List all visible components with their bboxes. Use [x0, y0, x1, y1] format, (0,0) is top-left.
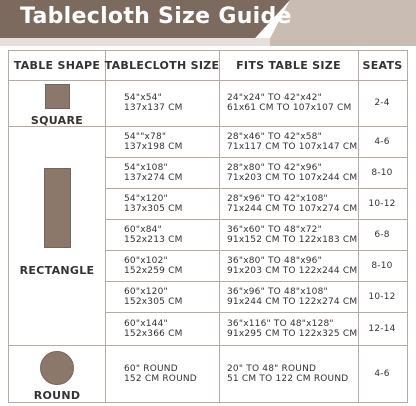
- fits-table-size-cell: [227, 80, 351, 126]
- seats-cell: [364, 312, 400, 345]
- seats-cell: [364, 250, 400, 281]
- seats-cell: [364, 157, 400, 188]
- size-cm: 137x305 CM: [124, 203, 183, 214]
- fits-inches: 36"x80" TO 48"x96": [227, 255, 322, 266]
- seats-value: 2-4: [374, 98, 390, 108]
- size-cm: 137x198 CM: [124, 141, 183, 152]
- fits-cm: 71x244 CM TO 107x274 CM: [227, 203, 358, 214]
- seats-value: 12-14: [368, 323, 396, 334]
- fits-inches: 36"x96" TO 48"x108": [227, 286, 328, 297]
- fits-cm: 91x152 CM TO 122x183 CM: [227, 234, 358, 245]
- fits-cm: 91x244 CM TO 122x274 CM: [227, 296, 358, 307]
- seats-cell: [364, 188, 400, 219]
- fits-table-size-cell: [227, 312, 357, 345]
- fits-table-size-cell: [227, 281, 357, 312]
- seats-cell: [364, 281, 400, 312]
- shape-label-square: SQUARE: [30, 114, 84, 127]
- column-divider: [105, 51, 106, 402]
- tablecloth-size-cell: [124, 345, 197, 402]
- size-cm: 137x274 CM: [124, 172, 183, 183]
- fits-table-size-cell: [227, 126, 357, 157]
- size-inches: 60"x120": [124, 286, 168, 297]
- tablecloth-size-cell: [124, 281, 183, 312]
- shape-cell-round: [9, 351, 105, 402]
- size-guide-table: [8, 50, 408, 403]
- fits-inches: 28"x46" TO 42"x58": [227, 131, 322, 142]
- size-cm: 137x137 CM: [124, 103, 183, 113]
- tablecloth-size-cell: [124, 312, 183, 345]
- fits-table-size-cell: [227, 188, 357, 219]
- tablecloth-size-cell: [124, 157, 183, 188]
- fits-inches: 36"x60" TO 48"x72": [227, 224, 322, 235]
- size-inches: 54"x120": [124, 193, 168, 204]
- fits-cm: 91x295 CM TO 122x325 CM: [227, 328, 358, 339]
- shape-label-rectangle: RECTANGLE: [19, 264, 95, 277]
- seats-value: 8-10: [371, 167, 393, 178]
- fits-cm: 51 CM TO 122 CM ROUND: [227, 373, 349, 384]
- fits-cm: 91x203 CM TO 122x244 CM: [227, 265, 358, 276]
- seats-cell: [364, 219, 400, 250]
- fits-cm: 61x61 CM TO 107x107 CM: [227, 103, 352, 113]
- seats-cell: [364, 126, 400, 157]
- header-fits-table-size: FITS TABLE SIZE: [236, 59, 341, 72]
- size-cm: 152x366 CM: [124, 328, 183, 339]
- size-inches: 60"x84": [124, 224, 162, 235]
- seats-value: 10-12: [368, 291, 396, 302]
- seats-value: 6-8: [374, 229, 390, 240]
- size-cm: 152x213 CM: [124, 234, 183, 245]
- seats-value: 4-6: [374, 368, 390, 379]
- seats-cell: [364, 345, 400, 402]
- seats-value: 4-6: [374, 136, 390, 147]
- header-seats: SEATS: [362, 59, 403, 72]
- column-divider: [219, 51, 220, 402]
- size-cm: 152x259 CM: [124, 265, 183, 276]
- tablecloth-size-cell: [124, 188, 183, 219]
- rectangle-swatch-icon: [44, 168, 71, 248]
- seats-cell: [364, 80, 400, 126]
- size-inches: 60"x102": [124, 255, 168, 266]
- size-cm: 152x305 CM: [124, 296, 183, 307]
- tablecloth-size-cell: [124, 219, 183, 250]
- fits-inches: 24"x24" TO 42"x42": [227, 93, 322, 103]
- size-inches: 54"x54": [124, 93, 162, 103]
- shape-cell-square: [9, 84, 105, 127]
- fits-cm: 71x203 CM TO 107x244 CM: [227, 172, 358, 183]
- square-swatch-icon: [45, 84, 70, 109]
- fits-table-size-cell: [227, 250, 357, 281]
- size-cm: 152 CM ROUND: [124, 373, 197, 384]
- tablecloth-size-cell: [124, 80, 183, 126]
- header-tablecloth-size: TABLECLOTH SIZE: [104, 59, 220, 72]
- tablecloth-size-cell: [124, 250, 183, 281]
- fits-cm: 71x117 CM TO 107x147 CM: [227, 141, 358, 152]
- fits-table-size-cell: [227, 219, 357, 250]
- banner-shadow: [0, 38, 270, 46]
- fits-table-size-cell: [227, 157, 357, 188]
- circle-swatch-icon: [40, 351, 74, 385]
- seats-value: 8-10: [371, 260, 393, 271]
- size-inches: 54"x108": [124, 162, 168, 173]
- fits-inches: 20" TO 48" ROUND: [227, 363, 317, 374]
- size-inches: 60"x144": [124, 318, 168, 329]
- fits-inches: 28"x96" TO 42"x108": [227, 193, 328, 204]
- fits-inches: 36"x116" TO 48"x128": [227, 318, 334, 329]
- shape-cell-rectangle: [9, 168, 105, 277]
- size-inches: 54""x78": [124, 131, 167, 142]
- fits-inches: 28"x80" TO 42"x96": [227, 162, 322, 173]
- header-table-shape: TABLE SHAPE: [13, 59, 101, 72]
- column-divider: [358, 51, 359, 402]
- tablecloth-size-cell: [124, 126, 183, 157]
- seats-value: 10-12: [368, 198, 396, 209]
- shape-label-round: ROUND: [33, 389, 81, 402]
- fits-table-size-cell: [227, 345, 348, 402]
- size-inches: 60" ROUND: [124, 363, 178, 374]
- page-title: Tablecloth Size Guide: [20, 4, 292, 29]
